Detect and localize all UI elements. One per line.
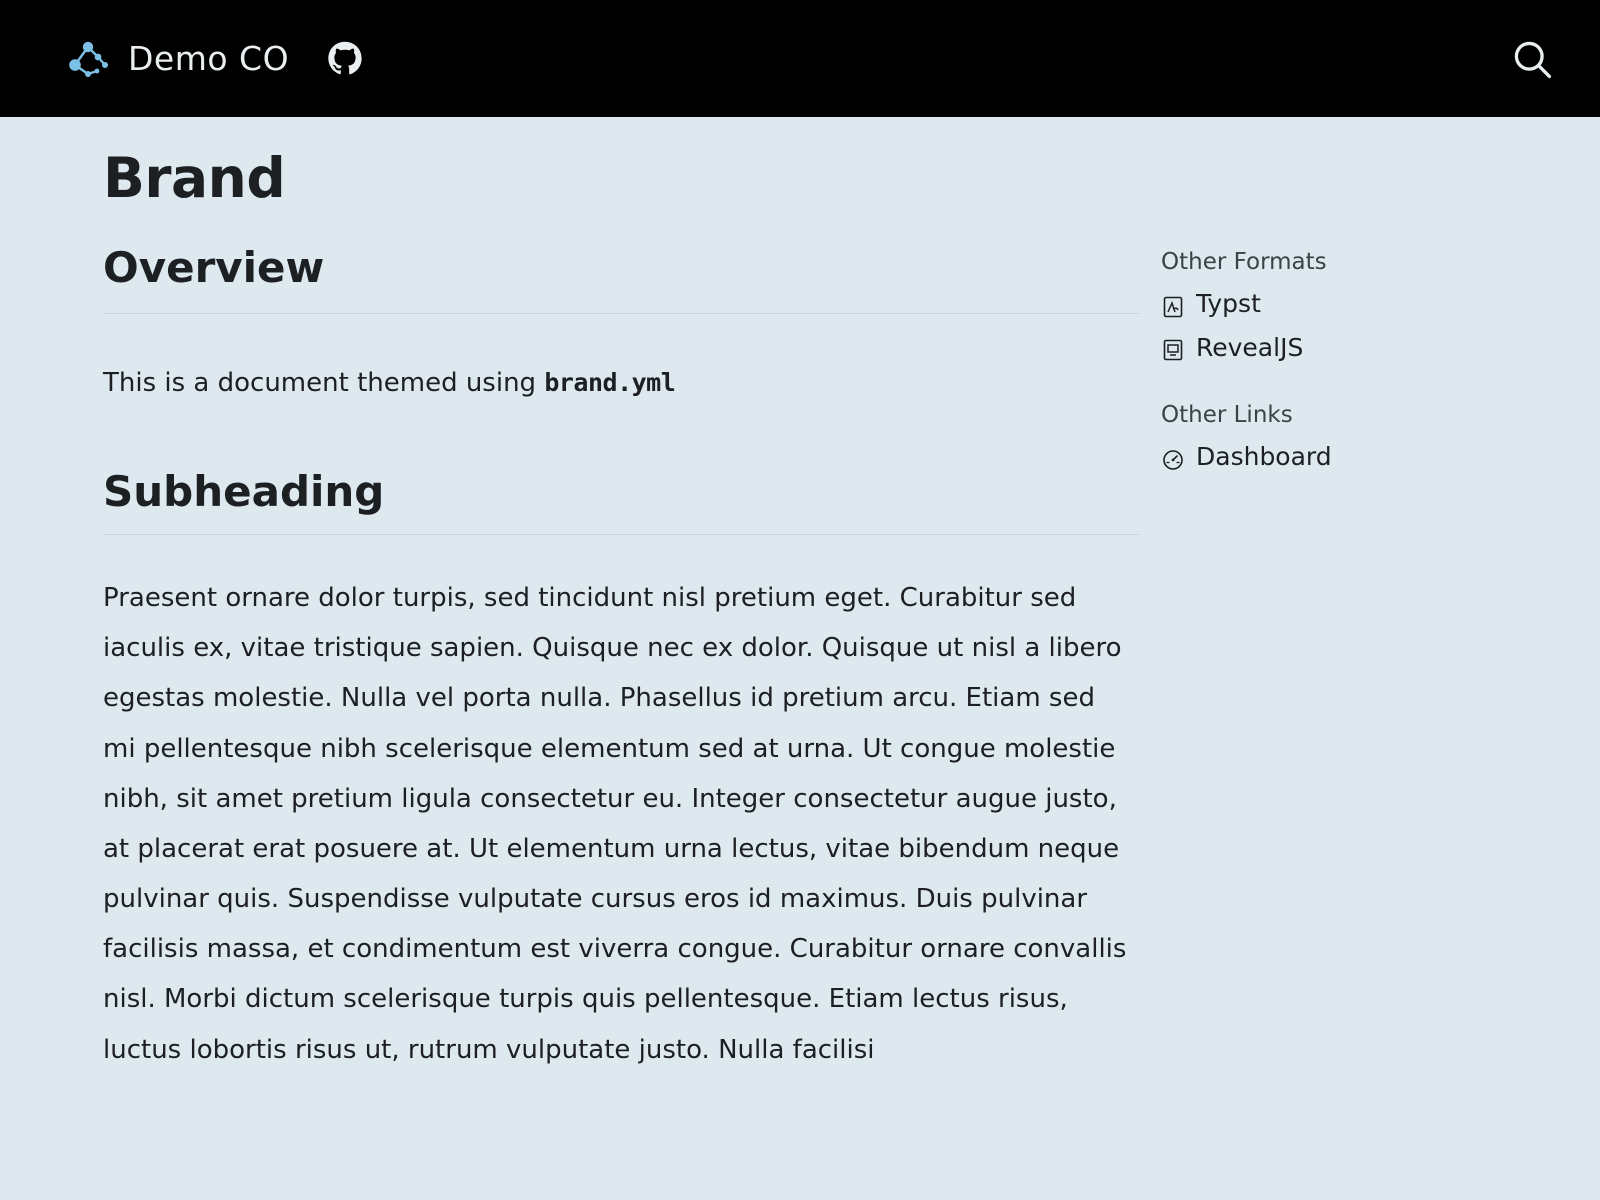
page-body bbox=[0, 117, 1600, 1200]
pdf-file-icon bbox=[1161, 292, 1185, 316]
sidebar-toc bbox=[1160, 117, 1600, 512]
subheading-paragraph: Praesent ornare dolor turpis, sed tincidunt nisl pretium eget. Curabitur sed iaculis ex, vitae tristique sapien. Quisque nec ex dolor. Quisque ut nisl a libero egestas molestie. Nulla vel porta nulla. Phasellus id pretium arcu. Etiam sed mi pellentesque nibh scelerisque elementum sed at urna. Ut congue molestie nibh, sit amet pretium ligula consectetur eu. Integer consectetur augue justo, at placerat erat posuere at. Ut elementum urna lectus, vitae bibendum neque pulvinar quis. Suspendisse vulputate cursus eros id maximus. Duis pulvinar facilisis massa, et condimentum est viverra congue. Curabitur ornare convallis nisl. Morbi dictum scelerisque turpis quis pellentesque. Etiam lectus risus, luctus lobortis risus ut, rutrum vulputate justo. Nulla facilisi bbox=[103, 583, 1127, 1065]
sidebar-item-label: Typst bbox=[1196, 289, 1261, 318]
page-title: Brand bbox=[103, 146, 286, 210]
sidebar-group-other-formats bbox=[1161, 249, 1600, 366]
main-content bbox=[0, 117, 1160, 1075]
molecule-logo-icon bbox=[64, 35, 112, 83]
overview-text-prefix: This is a document themed using bbox=[103, 367, 545, 398]
sidebar-item-label: Dashboard bbox=[1196, 442, 1332, 471]
top-navbar bbox=[0, 0, 1600, 117]
github-icon[interactable] bbox=[327, 41, 363, 77]
overview-paragraph bbox=[103, 358, 1133, 408]
navbar-left-group bbox=[64, 35, 363, 83]
sidebar-group-other-links bbox=[1161, 402, 1600, 476]
sidebar-item-revealjs[interactable] bbox=[1161, 329, 1600, 367]
brand-home-link[interactable] bbox=[64, 35, 289, 83]
search-icon[interactable] bbox=[1508, 35, 1556, 83]
brand-title: Demo CO bbox=[128, 39, 290, 78]
sidebar-item-label: RevealJS bbox=[1196, 332, 1304, 362]
sidebar-item-dashboard[interactable] bbox=[1161, 438, 1600, 476]
sidebar-item-typst[interactable] bbox=[1161, 285, 1600, 323]
sidebar-group-heading: Other Links bbox=[1161, 402, 1293, 428]
sidebar-group-heading: Other Formats bbox=[1161, 249, 1327, 275]
slides-file-icon bbox=[1161, 335, 1185, 359]
section-heading-overview: Overview bbox=[103, 244, 1139, 313]
inline-code-brandyml: brand.yml bbox=[544, 367, 676, 397]
section-heading-subheading: Subheading bbox=[103, 468, 1139, 535]
speedometer-icon bbox=[1161, 445, 1185, 469]
